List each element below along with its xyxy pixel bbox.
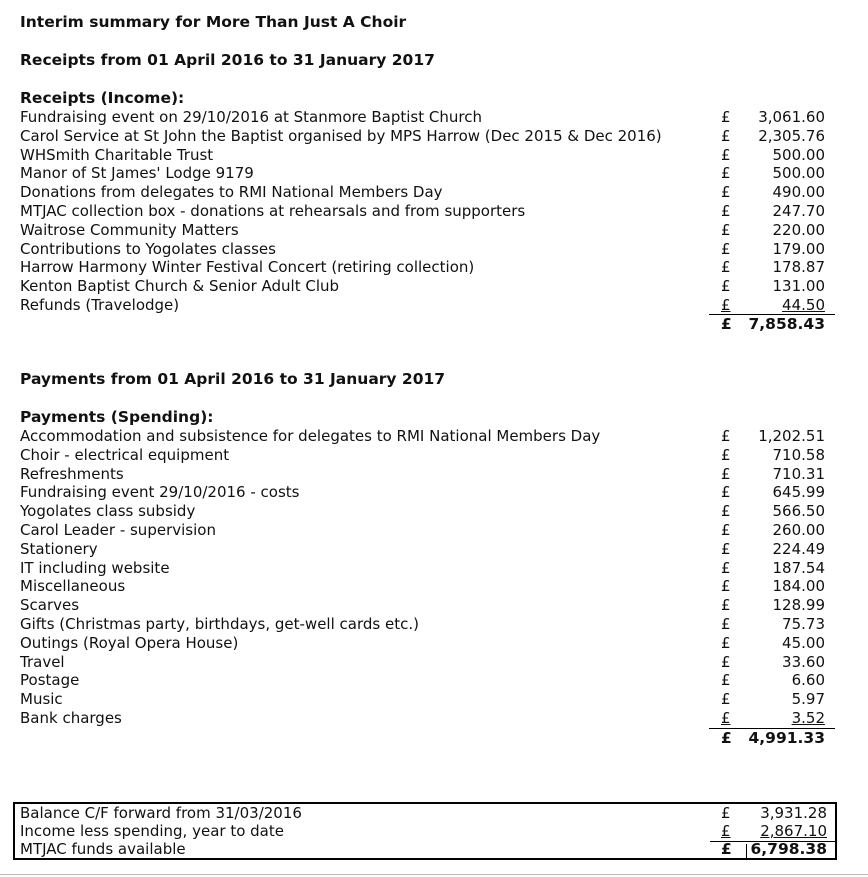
receipt-row	[0, 296, 868, 315]
payment-amount: 710.58	[772, 445, 825, 464]
currency-symbol: £	[721, 596, 731, 615]
payment-label: Travel	[20, 652, 65, 671]
currency-symbol: £	[721, 840, 732, 858]
summary-row	[15, 822, 835, 840]
payments-total-amount: 4,991.33	[748, 729, 825, 747]
currency-symbol: £	[721, 220, 731, 239]
payment-row	[0, 596, 868, 615]
currency-symbol: £	[721, 577, 731, 596]
receipt-row	[0, 277, 868, 296]
payment-label: Outings (Royal Opera House)	[20, 633, 239, 652]
receipt-row	[0, 127, 868, 146]
currency-symbol: £	[721, 614, 731, 633]
currency-symbol: £	[721, 145, 731, 164]
payment-amount: 187.54	[772, 558, 825, 577]
currency-symbol: £	[721, 690, 731, 709]
receipt-row	[0, 146, 868, 165]
payment-row	[0, 483, 868, 502]
payment-label: Fundraising event 29/10/2016 - costs	[20, 483, 300, 502]
currency-symbol: £	[721, 445, 731, 464]
payment-row	[0, 559, 868, 578]
receipt-label: Manor of St James' Lodge 9179	[20, 164, 254, 183]
receipt-amount: 2,305.76	[758, 126, 825, 145]
receipt-label: Refunds (Travelodge)	[20, 295, 180, 314]
summary-amount: 2,867.10	[760, 822, 827, 840]
receipts-total-amount: 7,858.43	[748, 315, 825, 333]
currency-symbol: £	[721, 652, 731, 671]
receipt-row	[0, 258, 868, 277]
payment-amount: 645.99	[772, 483, 825, 502]
currency-symbol: £	[721, 201, 731, 220]
payment-label: Scarves	[20, 596, 80, 615]
payment-amount: 128.99	[772, 596, 825, 615]
receipt-label: WHSmith Charitable Trust	[20, 145, 214, 164]
receipt-amount: 131.00	[772, 277, 825, 296]
receipt-row	[0, 183, 868, 202]
currency-symbol: £	[721, 633, 731, 652]
payment-amount: 710.31	[772, 464, 825, 483]
payment-row	[0, 502, 868, 521]
receipt-amount: 490.00	[772, 183, 825, 202]
payment-label: Gifts (Christmas party, birthdays, get-well cards etc.)	[20, 614, 419, 633]
payment-amount: 5.97	[791, 690, 825, 709]
payments-list	[0, 427, 868, 728]
payment-amount: 260.00	[772, 520, 825, 539]
receipt-label: Carol Service at St John the Baptist organised by MPS Harrow (Dec 2015 & Dec 2016)	[20, 126, 662, 145]
payment-row	[0, 521, 868, 540]
payment-label: Accommodation and subsistence for delegates to RMI National Members Day	[20, 427, 601, 445]
summary-label: Income less spending, year to date	[20, 822, 284, 840]
currency-symbol: £	[721, 315, 732, 333]
receipts-total	[709, 314, 835, 334]
payment-label: Refreshments	[20, 464, 124, 483]
receipt-amount: 178.87	[772, 258, 825, 277]
page-bottom-divider	[0, 874, 868, 875]
summary-amount: 3,931.28	[760, 804, 827, 822]
payment-amount: 45.00	[782, 633, 825, 652]
currency-symbol: £	[721, 822, 731, 840]
currency-symbol: £	[721, 239, 731, 258]
currency-symbol: £	[721, 427, 731, 445]
receipt-row	[0, 221, 868, 240]
summary-label: Balance C/F forward from 31/03/2016	[20, 804, 302, 822]
payment-label: Bank charges	[20, 708, 122, 727]
receipt-amount: 500.00	[772, 145, 825, 164]
receipt-amount: 179.00	[772, 239, 825, 258]
receipt-row	[0, 202, 868, 221]
currency-symbol: £	[721, 804, 731, 822]
funds-available-amount: 6,798.38	[750, 840, 827, 858]
receipt-label: Waitrose Community Matters	[20, 220, 239, 239]
receipt-label: Fundraising event on 29/10/2016 at Stanmore Baptist Church	[20, 108, 482, 126]
payment-label: Choir - electrical equipment	[20, 445, 230, 464]
currency-symbol: £	[721, 277, 731, 296]
payment-amount: 3.52	[791, 708, 825, 727]
payments-period-heading: Payments from 01 April 2016 to 31 January 2017	[20, 370, 446, 388]
receipt-label: Harrow Harmony Winter Festival Concert (retiring collection)	[20, 258, 475, 277]
summary-label: MTJAC funds available	[20, 840, 186, 858]
payment-row	[0, 540, 868, 559]
payment-label: Yogolates class subsidy	[20, 502, 196, 521]
payment-amount: 224.49	[772, 539, 825, 558]
receipt-amount: 247.70	[772, 201, 825, 220]
payment-row	[0, 465, 868, 484]
currency-symbol: £	[721, 464, 731, 483]
receipt-label: Kenton Baptist Church & Senior Adult Club	[20, 277, 340, 296]
payment-amount: 1,202.51	[758, 427, 825, 445]
payment-amount: 33.60	[782, 652, 825, 671]
funds-summary-box	[13, 802, 837, 860]
payment-row	[0, 427, 868, 446]
receipt-row	[0, 108, 868, 127]
currency-symbol: £	[721, 558, 731, 577]
currency-symbol: £	[721, 164, 731, 183]
summary-row	[15, 804, 835, 822]
currency-symbol: £	[721, 729, 732, 747]
payment-amount: 184.00	[772, 577, 825, 596]
receipt-label: MTJAC collection box - donations at rehearsals and from supporters	[20, 201, 526, 220]
payment-amount: 75.73	[782, 614, 825, 633]
payment-row	[0, 446, 868, 465]
payment-row	[0, 709, 868, 728]
receipts-period-heading: Receipts from 01 April 2016 to 31 January 2017	[20, 51, 435, 69]
currency-symbol: £	[721, 108, 731, 126]
payments-subheading: Payments (Spending):	[20, 408, 214, 426]
payment-row	[0, 615, 868, 634]
payment-row	[0, 690, 868, 709]
currency-symbol: £	[721, 671, 731, 690]
cell-separator	[746, 844, 747, 858]
receipt-amount: 44.50	[782, 295, 825, 314]
currency-symbol: £	[721, 708, 731, 727]
currency-symbol: £	[721, 126, 731, 145]
receipt-amount: 3,061.60	[758, 108, 825, 126]
payments-total	[709, 728, 835, 748]
payment-label: Carol Leader - supervision	[20, 520, 216, 539]
payment-label: Postage	[20, 671, 80, 690]
payment-label: Music	[20, 690, 63, 709]
receipt-amount: 500.00	[772, 164, 825, 183]
receipt-amount: 220.00	[772, 220, 825, 239]
page-title: Interim summary for More Than Just A Choir	[20, 13, 407, 31]
currency-symbol: £	[721, 183, 731, 202]
receipt-row	[0, 240, 868, 259]
receipts-subheading: Receipts (Income):	[20, 89, 185, 107]
payment-row	[0, 577, 868, 596]
receipt-label: Contributions to Yogolates classes	[20, 239, 276, 258]
payment-label: Stationery	[20, 539, 98, 558]
payment-label: Miscellaneous	[20, 577, 126, 596]
payment-row	[0, 634, 868, 653]
payment-row	[0, 671, 868, 690]
currency-symbol: £	[721, 258, 731, 277]
receipt-row	[0, 164, 868, 183]
currency-symbol: £	[721, 539, 731, 558]
currency-symbol: £	[721, 502, 731, 521]
payment-label: IT including website	[20, 558, 170, 577]
currency-symbol: £	[721, 483, 731, 502]
payment-row	[0, 653, 868, 672]
payment-amount: 566.50	[772, 502, 825, 521]
currency-symbol: £	[721, 295, 731, 314]
payment-amount: 6.60	[791, 671, 825, 690]
currency-symbol: £	[721, 520, 731, 539]
funds-available-cell-border	[710, 841, 837, 859]
receipt-label: Donations from delegates to RMI National Members Day	[20, 183, 443, 202]
receipts-list	[0, 108, 868, 315]
